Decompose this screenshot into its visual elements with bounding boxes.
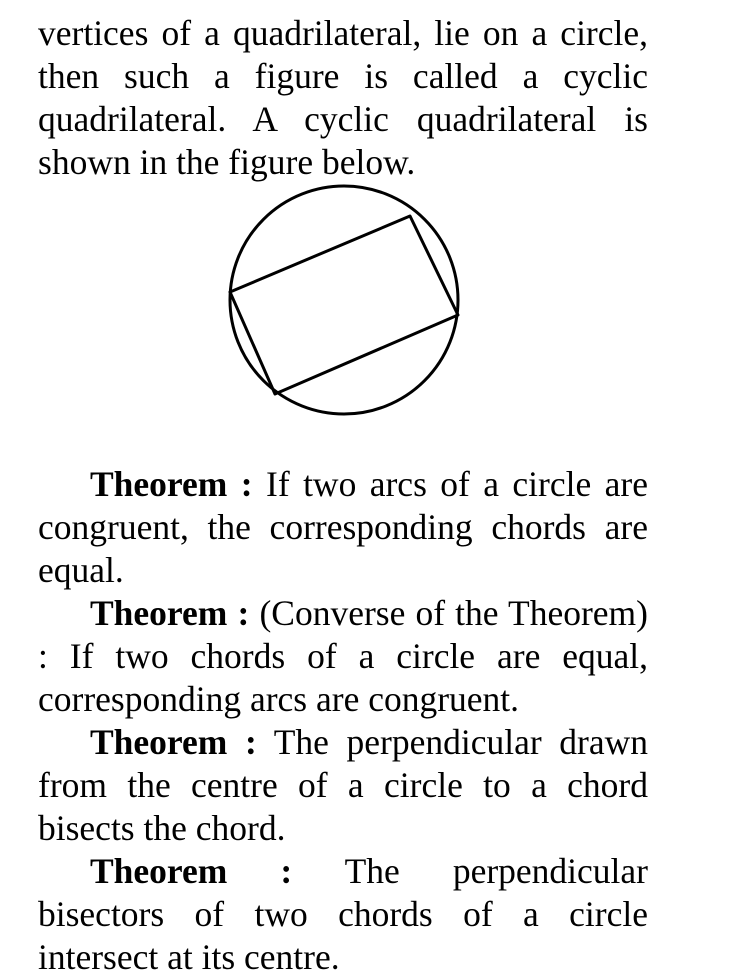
theorem-3-heading: Theorem :: [90, 722, 257, 762]
intro-paragraph: vertices of a quadrilateral, lie on a circle, then such a figure is called a cyclic quadrilateral. A cyclic quadrilateral is shown in the figure below.: [38, 13, 648, 182]
cyclic-quadrilateral-figure: [228, 203, 468, 423]
theorem-3-text: The perpendicular drawn from the centre of a circle to a chord bisects the chord.: [38, 722, 648, 848]
circle: [230, 186, 458, 414]
theorem-3: [38, 721, 648, 850]
theorem-4: [38, 850, 648, 979]
theorem-1: [38, 463, 648, 592]
theorem-4-heading: Theorem :: [90, 851, 293, 891]
theorem-1-heading: Theorem :: [90, 464, 253, 504]
theorem-4-text: The perpendicular bisectors of two chords of a circle intersect at its centre.: [38, 851, 648, 977]
document-page: [38, 12, 648, 979]
theorem-2: [38, 592, 648, 721]
theorem-1-text: If two arcs of a circle are congruent, the corresponding chords are equal.: [38, 464, 648, 590]
quadrilateral: [230, 216, 458, 394]
theorem-2-heading: Theorem :: [90, 593, 250, 633]
figure-container: [38, 195, 648, 457]
theorem-2-text: (Converse of the Theorem) : If two chords of a circle are equal, corresponding arcs are congruent.: [38, 593, 648, 719]
